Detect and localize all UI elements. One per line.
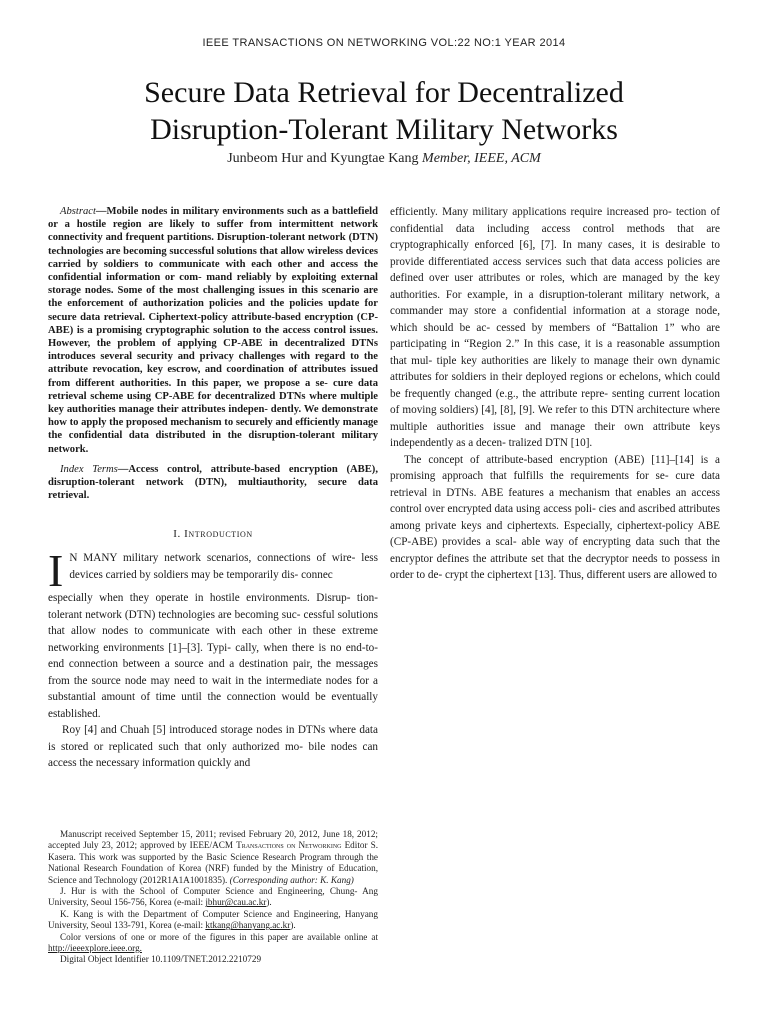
footnote-color — [48, 932, 378, 955]
drop-cap: I — [48, 545, 64, 597]
title-line-2: Disruption-Tolerant Military Networks — [150, 113, 618, 146]
author-names: Junbeom Hur and Kyungtae Kang — [227, 151, 419, 166]
intro-paragraph-1 — [48, 545, 378, 597]
author-affiliation: Member, IEEE, ACM — [422, 151, 541, 166]
footnote-corresponding: (Corresponding author: K. Kang) — [229, 874, 354, 885]
footnote-kang-end: ). — [290, 920, 296, 931]
footnotes — [48, 829, 378, 966]
running-head: IEEE TRANSACTIONS ON NETWORKING VOL:22 NO:1 YEAR 2014 — [202, 37, 566, 49]
footnote-manuscript — [48, 829, 378, 886]
author-line — [60, 151, 708, 167]
intro-p1-text: N MANY military network scenarios, connections of wire- less devices carried by soldiers may be temporarily dis- connec — [69, 552, 378, 581]
footnote-hur-text: J. Hur is with the School of Computer Science and Engineering, Chung- Ang University, Seoul 156-756, Korea (e-mail: — [48, 886, 378, 908]
footnote-kang — [48, 909, 378, 932]
email-link-kang[interactable]: ktkang@hanyang.ac.kr — [205, 920, 291, 931]
footnote-support-text: Editor S. Kasera. This work was supported by the Basic Science Research Program through the National Research Foundation of Korea (NRF) funded by the Ministry of Education, Science and Technology (2012R1A1A1001835). — [48, 840, 379, 885]
footnote-hur — [48, 886, 378, 909]
right-column — [390, 204, 720, 584]
title-line-1: Secure Data Retrieval for Decentralized — [144, 76, 624, 109]
footnote-journal: Transactions on Networking — [236, 840, 342, 851]
email-link-hur[interactable]: jbhur@cau.ac.kr — [205, 897, 267, 908]
section-heading: I. Introduction — [173, 528, 253, 541]
footnote-manuscript-text: Manuscript received September 15, 2011; revised February 20, 2012, June 18, 2012; accepted July 23, 2012; approved by IEEE/ACM — [48, 829, 378, 851]
footnote-color-text: Color versions of one or more of the figures in this paper are available online at — [60, 931, 378, 942]
abstract-lead: Abstract — [60, 206, 96, 217]
footnote-kang-text: K. Kang is with the Department of Computer Science and Engineering, Hanyang University, Seoul 133-791, Korea (e-mail: — [48, 908, 378, 931]
left-column — [48, 205, 378, 772]
paper-title — [60, 74, 708, 148]
index-terms-lead: Index Terms — [60, 463, 118, 475]
footnote-hur-end: ). — [266, 897, 272, 908]
right-paragraph-1: efficiently. Many military applications require increased pro- tection of confidential data including access control methods that are cryptographically enforced [6], [7]. In many cases, it is desirable to provide differentiated access services such that data access policies are defined over user attributes or roles, which are managed by the key authorities. For example, in a disruption-tolerant military network, a commander may store a confidential information at a storage node, which should be ac- cessed by members of “Battalion 1” who are participating in “Region 2.” In this case, it is a reasonable assumption that mul- tiple key authorities are likely to manage their own dynamic attributes for soldiers in their deployed regions or echelons, which could be frequently changed (e.g., the attribute repre- senting current location of moving soldiers) [4], [8], [9]. We refer to this DTN architecture where multiple authorities issue and manage their own attribute keys independently as a decen- tralized DTN [10]. — [390, 206, 720, 449]
abstract — [48, 205, 378, 456]
right-paragraph-2: The concept of attribute-based encryption (ABE) [11]–[14] is a promising approach that fulfills the requirements for se- cure data retrieval in DTNs. ABE features a mechanism that enables an access control over encrypted data using access poli- cies and ascribed attributes among private keys and ciphertexts. Especially, ciphertext-policy ABE (CP-ABE) provides a scal- able way of encrypting data such that the encryptor defines the attribute set that the decryptor needs to possess in order to de- crypt the ciphertext [13]. Thus, different users are allowed to — [390, 453, 720, 581]
intro-paragraph-2: especially when they operate in hostile environments. Disrup- tion-tolerant network (DTN) technologies are becoming suc- cessful solutions that allow nodes to communicate with each other in these extreme networking environments [1]–[3]. Typi- cally, when there is no end-to-end connection between a source and a destination pair, the messages from the source node may need to wait in the intermediate nodes for a substantial amount of time until the connection would be eventually established. — [48, 592, 378, 720]
footnote-doi: Digital Object Identifier 10.1109/TNET.2012.2210729 — [60, 954, 262, 965]
intro-paragraph-3: Roy [4] and Chuah [5] introduced storage nodes in DTNs where data is stored or replicated such that only authorized mo- bile nodes can access the necessary information quickly and — [48, 724, 378, 770]
index-terms — [48, 463, 378, 503]
abstract-text: —Mobile nodes in military environments such as a battlefield or a hostile region are likely to suffer from intermittent network connectivity and frequent partitions. Disruption-tolerant network (DTN) technologies are becoming successful solutions that allow wireless devices carried by soldiers to communicate with each other and access the confidential information or com- mand reliably by exploiting external storage nodes. Some of the most challenging issues in this scenario are the enforcement of authorization policies and the policies update for secure data retrieval. Ciphertext-policy attribute-based encryption (CP-ABE) is a promising cryptographic solution to the access control issues. However, the problem of applying CP-ABE in decentralized DTNs introduces several security and privacy challenges with regard to the attribute revocation, key escrow, and coordination of attributes issued from different authorities. In this paper, we propose a se- cure data retrieval scheme using CP-ABE for decentralized DTNs where multiple key authorities manage their attributes indepen- dently. We demonstrate how to apply the proposed mechanism to securely and efficiently manage the confidential data distributed in the disruption-tolerant military network. — [48, 206, 378, 455]
index-terms-text: —Access control, attribute-based encryption (ABE), disruption-tolerant network (DTN), multiauthority, secure data retrieval. — [48, 463, 378, 502]
introduction — [48, 545, 378, 772]
ieeexplore-link[interactable]: http://ieeexplore.ieee.org. — [48, 943, 142, 954]
